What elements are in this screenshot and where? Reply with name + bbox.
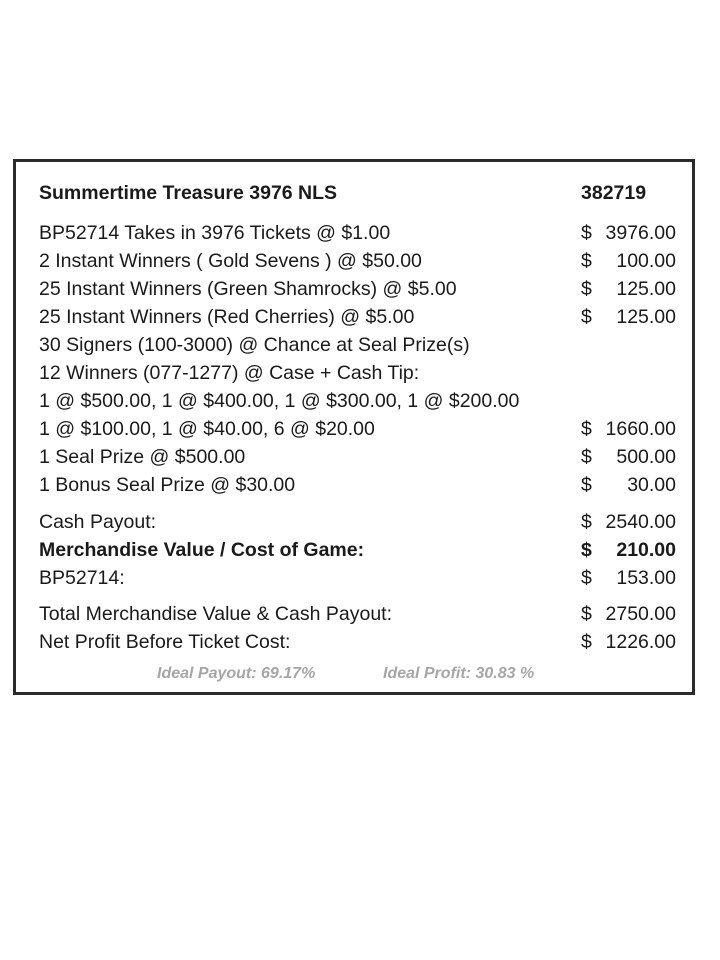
prize-line <box>16 247 692 275</box>
game-info-card <box>13 159 695 695</box>
prize-line-label: 25 Instant Winners (Red Cherries) @ $5.00 <box>39 306 415 328</box>
net-profit-amount: 1226.00 <box>605 631 676 653</box>
prize-line-amount: 125.00 <box>616 306 676 328</box>
prize-line-label: 1 Bonus Seal Prize @ $30.00 <box>39 474 296 496</box>
merchandise-value-label: Merchandise Value / Cost of Game: <box>39 539 365 561</box>
total-value-currency: $ <box>581 603 592 625</box>
prize-line <box>16 471 692 499</box>
prize-line-label: 1 Seal Prize @ $500.00 <box>39 446 246 468</box>
cash-payout-row <box>16 508 692 536</box>
bp-cost-label: BP52714: <box>39 567 125 589</box>
bp-cost-currency: $ <box>581 567 592 589</box>
merchandise-value-amount: 210.00 <box>616 539 676 561</box>
merchandise-value-row <box>16 536 692 564</box>
prize-line-currency: $ <box>581 418 592 440</box>
game-title: Summertime Treasure 3976 NLS <box>39 182 338 204</box>
cash-payout-amount: 2540.00 <box>605 511 676 533</box>
prize-line-label: 25 Instant Winners (Green Shamrocks) @ $5.00 <box>39 278 457 300</box>
ideal-profit: Ideal Profit: 30.83 % <box>383 665 535 682</box>
prize-line-amount: 125.00 <box>616 278 676 300</box>
prize-line <box>16 415 692 443</box>
prize-line-label: 30 Signers (100-3000) @ Chance at Seal Prize(s) <box>39 334 470 356</box>
prize-line-label: 2 Instant Winners ( Gold Sevens ) @ $50.00 <box>39 250 422 272</box>
game-number: 382719 <box>581 182 647 204</box>
net-profit-currency: $ <box>581 631 592 653</box>
prize-line-currency: $ <box>581 222 592 244</box>
net-profit-label: Net Profit Before Ticket Cost: <box>39 631 291 653</box>
cash-payout-label: Cash Payout: <box>39 511 157 533</box>
prize-line-currency: $ <box>581 278 592 300</box>
prize-line-currency: $ <box>581 306 592 328</box>
cash-payout-currency: $ <box>581 511 592 533</box>
prize-line-currency: $ <box>581 250 592 272</box>
prize-line <box>16 359 692 387</box>
prize-line <box>16 303 692 331</box>
prize-line-amount: 1660.00 <box>605 418 676 440</box>
total-value-row <box>16 600 692 628</box>
prize-line-label: 1 @ $500.00, 1 @ $400.00, 1 @ $300.00, 1 @ $200.00 <box>39 390 520 412</box>
prize-line-amount: 30.00 <box>627 474 676 496</box>
prize-line-label: 12 Winners (077-1277) @ Case + Cash Tip: <box>39 362 420 384</box>
bp-cost-row <box>16 564 692 592</box>
prize-line-amount: 500.00 <box>616 446 676 468</box>
prize-line <box>16 443 692 471</box>
prize-line-currency: $ <box>581 474 592 496</box>
prize-line-amount: 100.00 <box>616 250 676 272</box>
total-value-amount: 2750.00 <box>605 603 676 625</box>
total-value-label: Total Merchandise Value & Cash Payout: <box>39 603 392 625</box>
prize-line <box>16 387 692 415</box>
prize-line <box>16 219 692 247</box>
prize-line-currency: $ <box>581 446 592 468</box>
prize-line-label: BP52714 Takes in 3976 Tickets @ $1.00 <box>39 222 391 244</box>
bp-cost-amount: 153.00 <box>616 567 676 589</box>
merchandise-value-currency: $ <box>581 539 592 561</box>
ideal-payout: Ideal Payout: 69.17% <box>157 665 316 682</box>
prize-line <box>16 331 692 359</box>
prize-line-label: 1 @ $100.00, 1 @ $40.00, 6 @ $20.00 <box>39 418 375 440</box>
game-title-row <box>16 179 692 207</box>
net-profit-row <box>16 628 692 656</box>
prize-line <box>16 275 692 303</box>
prize-line-amount: 3976.00 <box>605 222 676 244</box>
